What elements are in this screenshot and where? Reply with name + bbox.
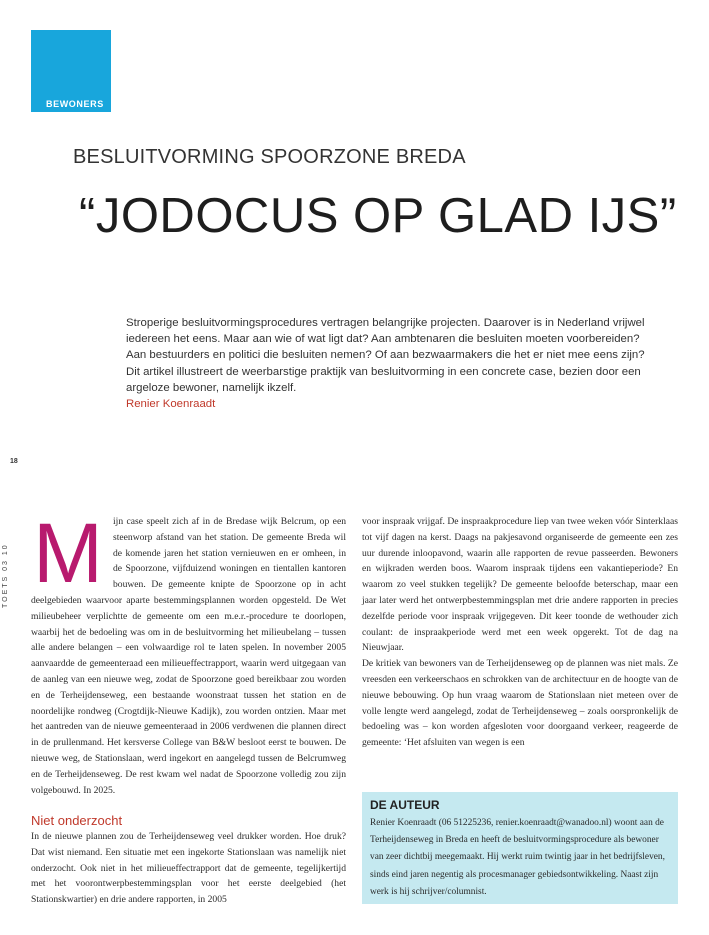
section-heading: Niet onderzocht (31, 813, 123, 828)
page-number: 18 (10, 458, 18, 465)
body-paragraph: ijn case speelt zich af in de Bredase wijk Belcrum, op een steenworp afstand van het station. De gemeente Breda wil de komende jaren het station vernieuwen en er omheen, in de Spoorzone, vijfduizend woningen en tientallen kantoren bouwen. De gemeente knipte de Spoorzone op in acht deelgebieden waarvoor aparte bestemmingsplannen worden opgesteld. De Wet milieubeheer verplichtte de gemeente om een m.e.r.-procedure te doorlopen, waarbij het de bedoeling was om in de besluitvorming het milieubelang – tussen alle andere belangen – een volwaardige rol te laten spelen. In november 2005 aanvaardde de gemeenteraad een milieueffectrapport, waarin werd uitgegaan van de aanleg van een nieuwe weg, zodat de Spoorzone goed bereikbaar zou worden en de Terheijdenseweg, een bestaande woonstraat tussen het station en de noordelijke rondweg (Crogtdijk-Nieuwe Kadijk), zou worden ontzien. Maar met het aantreden van de nieuwe gemeenteraad in 2006 verdwenen die plannen direct in de prullenmand. Het kersverse College van B&W besloot eerst te bouwen. De nieuwe weg, de Stationslaan, werd ingekort en aangelegd tussen de Belcrumweg en de Terheijdenseweg. De rest kwam wel nadat de Spoorzone volledig zou zijn volgebouwd. In 2025. (31, 516, 346, 796)
body-paragraph: voor inspraak vrijgaf. De inspraakprocedure liep van twee weken vóór Sinterklaas tot vijf dagen na kerst. Daags na pakjesavond organiseerde de gemeente een zes uur durende inloopavond, waarin alle rapporten de revue passeerden. Bewoners en wijkraden werden boos. Waarom inspraak tijdens een vakantieperiode? En waarom zo veel stukken tegelijk? De gemeente beloofde beterschap, maar een jaar later werd het ontwerpbestemmingsplan met drie andere rapporten in precies dezelfde periode voor inspraak vrijgegeven. Dit keer toonde de wethouder zich coulant: de inspraakperiode werd met een week opgerekt. Tot de dag na Nieuwjaar. (362, 516, 678, 654)
body-paragraph: In de nieuwe plannen zou de Terheijdenseweg veel drukker worden. Hoe druk? Dat wist niemand. Een situatie met een ingekorte Stationslaan was namelijk niet onderzocht. Ook niet in het milieueffectrapport dat de gemeente, tegelijkertijd met het voorontwerpbestemmingsplan voor het eerste deelgebied (het Stationskwartier) en drie andere rapporten, in 2005 (31, 831, 346, 906)
body-column-left (31, 506, 346, 798)
body-column-right (362, 514, 678, 751)
section-tag: BEWONERS (46, 99, 104, 109)
intro-author: Renier Koenraadt (126, 398, 216, 411)
article-intro (126, 315, 654, 412)
side-label: TOETS 03 10 (2, 543, 9, 608)
author-box-heading: DE AUTEUR (370, 798, 440, 812)
body-column-left-continued (31, 829, 346, 908)
article-title: “JODOCUS OP GLAD IJS” (79, 189, 677, 243)
author-box-text: Renier Koenraadt (06 51225236, renier.koenraadt@wanadoo.nl) woont aan de Terheijdenseweg in Breda en heeft de besluitvormingsprocedure als bewoner van zeer dichtbij meegemaakt. Hij werkt ruim twintig jaar in het bedrijfsleven, sinds eind jaren negentig als procesmanager gebiedsontwikkeling. Naast zijn werk is hij schrijver/columnist. (370, 818, 665, 897)
body-paragraph: De kritiek van bewoners van de Terheijdenseweg op de plannen was niet mals. Ze vreesden een verkeerschaos en schrokken van de architectuur en de hoogte van de nieuwe bebouwing. Op hun vraag waarom de Stationslaan niet meteen over de volle lengte werd aangelegd, zodat de Terheijdenseweg – zoals oorspronkelijk de bedoeling was – kon worden afgesloten voor doorgaand verkeer, reageerde de gemeente: ‘Het afsluiten van wegen is een (362, 658, 678, 749)
intro-text: Stroperige besluitvormingsprocedures vertragen belangrijke projecten. Daarover is in Nederland vrijwel iedereen het eens. Maar aan wie of wat ligt dat? Aan ambtenaren die besluiten moeten voorbereiden? Aan bestuurders en politici die besluiten nemen? Of aan bezwaarmakers die het er niet mee eens zijn? Dit artikel illustreert de weerbarstige praktijk van besluitvorming in een concrete case, bezien door een argeloze bewoner, namelijk ikzelf. (126, 317, 645, 394)
article-subtitle: BESLUITVORMING SPOORZONE BREDA (73, 146, 466, 168)
dropcap: M (33, 506, 103, 600)
